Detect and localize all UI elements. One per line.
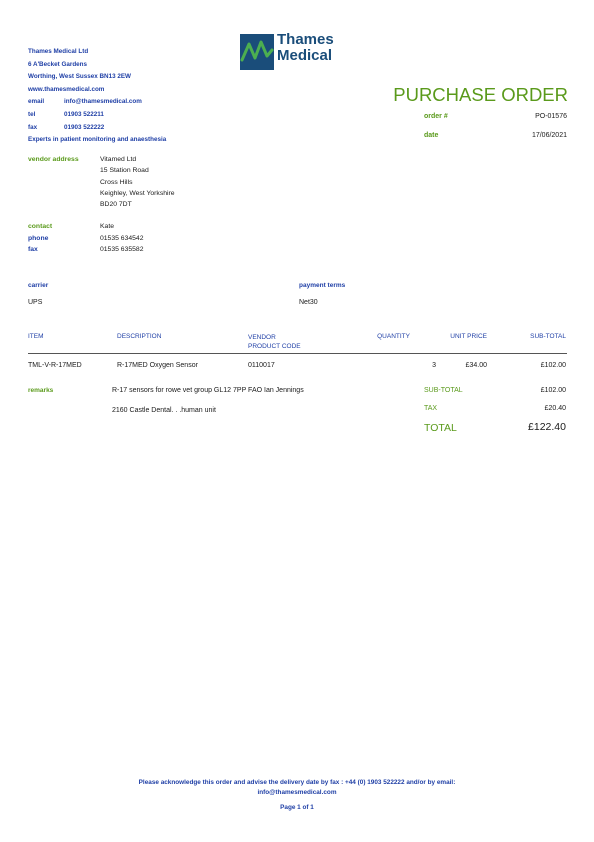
tax-label: TAX [424,405,438,412]
total-value: £122.40 [528,421,566,433]
company-tel-row [28,109,166,122]
vendor-address-line1: 15 Station Road [100,167,149,175]
document-title: PURCHASE ORDER [393,84,568,105]
company-fax-label: fax [28,123,38,131]
footer-note [0,778,594,798]
page-number: Page 1 of 1 [280,804,314,811]
vendor-line4-row [28,199,175,210]
footer-line1: Please acknowledge this order and advise the delivery date by fax : +44 (0) 1903 522222 and/or by email: [138,779,456,786]
row-item: TML-V-R-17MED [28,362,82,369]
vendor-address-line2: Cross Hills [100,178,133,186]
col-header-description: DESCRIPTION [117,333,162,340]
vendor-phone-row [28,233,175,244]
row-quantity: 3 [432,362,436,369]
col-header-quantity: QUANTITY [377,333,410,340]
vendor-phone-label: phone [28,234,49,242]
remarks-label: remarks [28,387,54,394]
company-name: Thames Medical Ltd [28,48,89,55]
logo-mark-icon [240,34,274,70]
remarks-line2: 2160 Castle Dental. . .human unit [112,407,216,414]
vendor-contact-row [28,221,175,232]
logo-text [277,32,334,64]
row-unit-price: £34.00 [465,362,487,369]
footer-email[interactable]: info@thamesmedical.com [257,789,337,796]
col-header-vendor-code-line2: PRODUCT CODE [248,343,301,350]
vendor-name: Vitamed Ltd [100,156,137,163]
order-number: PO-01576 [535,113,567,120]
company-logo [240,32,360,72]
company-website[interactable]: www.thamesmedical.com [28,85,105,93]
row-subtotal: £102.00 [540,362,566,369]
remarks-line1: R-17 sensors for rowe vet group GL12 7PP FAO Ian Jennings [112,387,304,394]
vendor-name-row [28,154,175,165]
col-header-vendor-code-line1: VENDOR [248,334,276,341]
vendor-address-line3: Keighley, West Yorkshire [100,189,175,197]
logo-line2: Medical [277,47,333,64]
tax-value: £20.40 [544,405,566,412]
carrier-value: UPS [28,299,43,306]
company-email-row [28,96,166,109]
vendor-address-line4: BD20 7DT [100,201,132,209]
company-fax: 01903 522222 [64,123,105,131]
row-vendor-code: 0110017 [248,362,275,369]
order-number-label: order # [424,113,448,120]
row-description: R-17MED Oxygen Sensor [117,362,198,369]
vendor-fax-label: fax [28,246,38,254]
payment-terms-label: payment terms [299,282,346,289]
vendor-line2-row [28,177,175,188]
company-email-label: email [28,98,45,106]
vendor-phone: 01535 634542 [100,234,144,242]
company-email[interactable]: info@thamesmedical.com [64,98,142,106]
company-tel-label: tel [28,110,36,118]
company-fax-row [28,122,166,135]
company-address-line1: 6 A'Becket Gardens [28,60,88,68]
total-label: TOTAL [424,422,457,434]
carrier-label: carrier [28,282,49,289]
vendor-fax-row [28,244,175,255]
vendor-line3-row [28,188,175,199]
company-info [28,46,166,147]
col-header-item: ITEM [28,333,44,340]
company-address-line2: Worthing, West Sussex BN13 2EW [28,73,131,81]
vendor-fax: 01535 635582 [100,246,144,254]
col-header-vendor-code [248,333,301,351]
subtotal-value: £102.00 [540,387,566,394]
company-tagline: Experts in patient monitoring and anaesthesia [28,136,167,144]
table-header-divider [28,353,567,354]
date-label: date [424,132,439,139]
subtotal-label: SUB-TOTAL [424,387,463,394]
vendor-contact: Kate [100,223,114,231]
col-header-subtotal: SUB-TOTAL [530,333,566,340]
vendor-line1-row [28,165,175,176]
company-tel: 01903 522211 [64,110,104,118]
vendor-contact-label: contact [28,223,53,231]
order-date: 17/06/2021 [531,132,567,139]
vendor-block [28,154,175,255]
payment-terms-value: Net30 [299,299,318,306]
col-header-unit-price: UNIT PRICE [450,333,487,340]
logo-line1: Thames [277,31,334,48]
vendor-address-label: vendor address [28,156,79,163]
